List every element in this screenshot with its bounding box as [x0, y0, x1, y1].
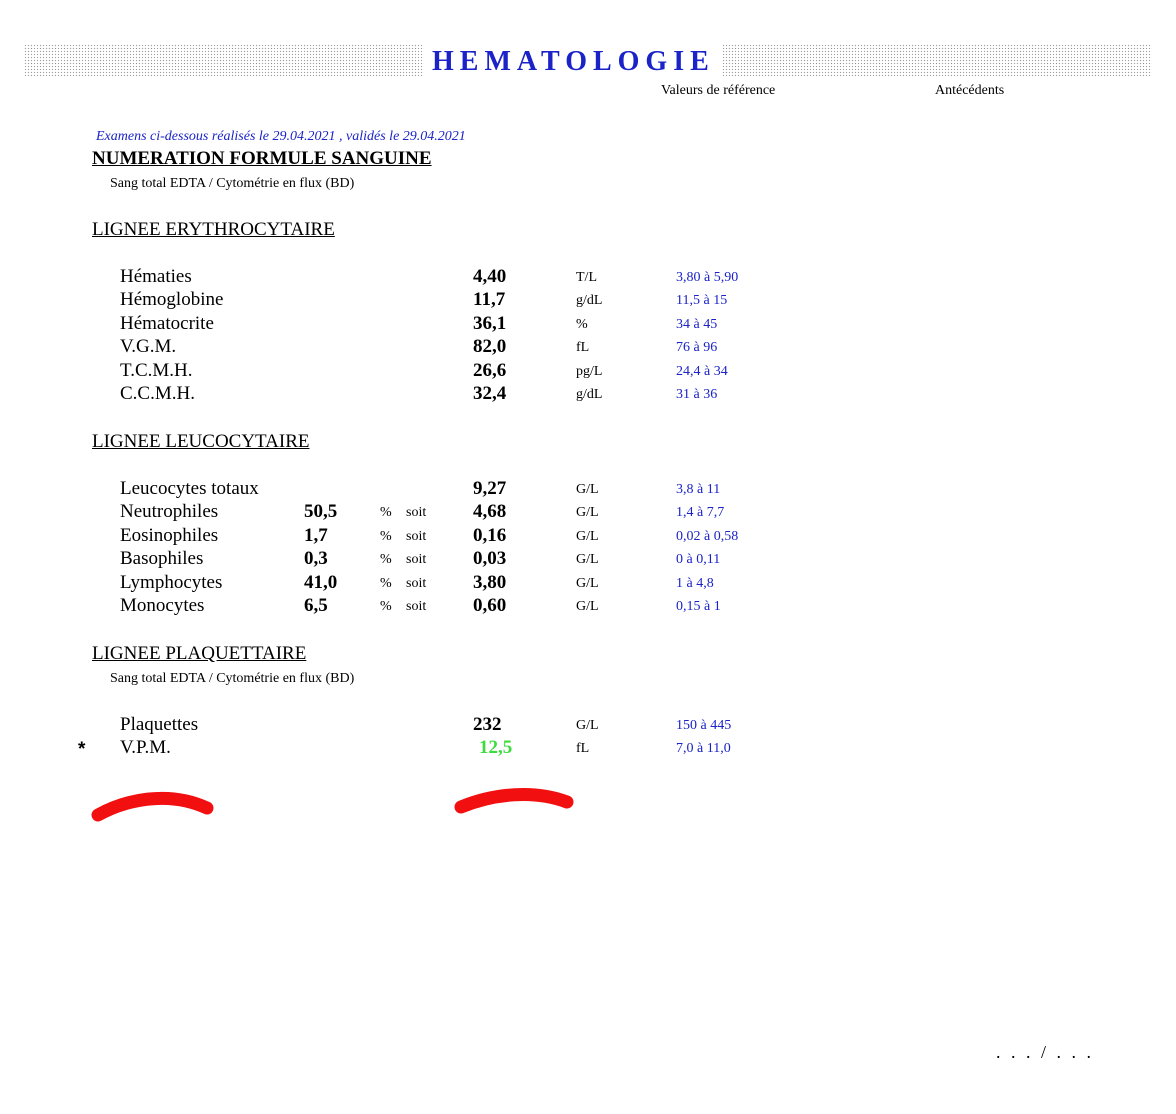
test-reference: 34 à 45 — [676, 317, 718, 332]
test-name: Eosinophiles — [120, 525, 219, 546]
redaction-stroke-right — [461, 795, 567, 807]
section-title-erythro: LIGNEE ERYTHROCYTAIRE — [92, 219, 335, 240]
test-reference: 76 à 96 — [676, 340, 718, 355]
test-name: Hématocrite — [120, 313, 214, 334]
test-reference: 3,80 à 5,90 — [676, 270, 739, 285]
test-unit: fL — [576, 741, 590, 756]
previous-results-heading: Antécédents — [935, 83, 1005, 98]
test-unit: G/L — [576, 552, 599, 567]
method-note-plaq: Sang total EDTA / Cytométrie en flux (BD) — [110, 671, 355, 686]
test-name: Plaquettes — [120, 714, 199, 735]
test-unit: % — [576, 317, 588, 332]
test-value: 9,27 — [473, 478, 507, 499]
test-name: Hématies — [120, 266, 192, 287]
soit-label: soit — [406, 529, 427, 544]
test-reference: 7,0 à 11,0 — [676, 741, 731, 756]
test-value: 3,80 — [473, 572, 507, 593]
test-value: 0,16 — [473, 525, 507, 546]
test-name: Basophiles — [120, 548, 204, 569]
test-name: Leucocytes totaux — [120, 478, 259, 499]
test-percent: 41,0 — [304, 572, 338, 593]
test-value: 4,40 — [473, 266, 507, 287]
test-unit: g/dL — [576, 387, 603, 402]
test-unit: G/L — [576, 576, 599, 591]
test-value: 36,1 — [473, 313, 507, 334]
section-title-leuco: LIGNEE LEUCOCYTAIRE — [92, 431, 310, 452]
percent-unit: % — [380, 576, 392, 591]
test-value: 4,68 — [473, 501, 507, 522]
test-name: Hémoglobine — [120, 289, 224, 310]
test-percent: 0,3 — [304, 548, 328, 569]
soit-label: soit — [406, 505, 427, 520]
soit-label: soit — [406, 576, 427, 591]
percent-unit: % — [380, 552, 392, 567]
test-unit: T/L — [576, 270, 597, 285]
reference-values-heading: Valeurs de référence — [661, 83, 776, 98]
test-reference: 1 à 4,8 — [676, 576, 714, 591]
test-reference: 11,5 à 15 — [676, 293, 728, 308]
abnormal-flag: * — [78, 739, 86, 760]
test-reference: 1,4 à 7,7 — [676, 505, 725, 520]
page-continuation: . . . / . . . — [996, 1042, 1095, 1062]
percent-unit: % — [380, 599, 392, 614]
test-name: V.G.M. — [120, 336, 177, 357]
test-value: 26,6 — [473, 360, 507, 381]
test-name: C.C.M.H. — [120, 383, 195, 404]
test-value-abnormal: 12,5 — [479, 737, 513, 758]
test-name: Lymphocytes — [120, 572, 223, 593]
test-value: 0,03 — [473, 548, 507, 569]
test-name: V.P.M. — [120, 737, 171, 758]
test-value: 232 — [473, 714, 502, 735]
test-unit: pg/L — [576, 364, 603, 379]
test-reference: 0,15 à 1 — [676, 599, 721, 614]
test-name: T.C.M.H. — [120, 360, 193, 381]
test-reference: 0,02 à 0,58 — [676, 529, 739, 544]
test-unit: fL — [576, 340, 590, 355]
test-value: 0,60 — [473, 595, 507, 616]
test-name: Monocytes — [120, 595, 205, 616]
panel-title: NUMERATION FORMULE SANGUINE — [92, 148, 432, 169]
test-unit: G/L — [576, 482, 599, 497]
test-unit: G/L — [576, 529, 599, 544]
test-reference: 150 à 445 — [676, 718, 732, 733]
redaction-stroke-left — [98, 798, 207, 815]
soit-label: soit — [406, 552, 427, 567]
test-value: 82,0 — [473, 336, 507, 357]
test-name: Neutrophiles — [120, 501, 219, 522]
percent-unit: % — [380, 505, 392, 520]
soit-label: soit — [406, 599, 427, 614]
page-title: HEMATOLOGIE — [432, 46, 715, 77]
test-value: 32,4 — [473, 383, 507, 404]
test-unit: G/L — [576, 718, 599, 733]
percent-unit: % — [380, 529, 392, 544]
test-reference: 31 à 36 — [676, 387, 718, 402]
test-unit: g/dL — [576, 293, 603, 308]
test-percent: 50,5 — [304, 501, 338, 522]
test-percent: 1,7 — [304, 525, 328, 546]
test-unit: G/L — [576, 505, 599, 520]
test-value: 11,7 — [473, 289, 506, 310]
test-unit: G/L — [576, 599, 599, 614]
section-title-plaq: LIGNEE PLAQUETTAIRE — [92, 643, 307, 664]
method-note: Sang total EDTA / Cytométrie en flux (BD) — [110, 176, 355, 191]
exam-dates: Examens ci-dessous réalisés le 29.04.2021 , validés le 29.04.2021 — [96, 129, 466, 144]
test-reference: 3,8 à 11 — [676, 482, 721, 497]
test-percent: 6,5 — [304, 595, 328, 616]
test-reference: 24,4 à 34 — [676, 364, 728, 379]
test-reference: 0 à 0,11 — [676, 552, 721, 567]
